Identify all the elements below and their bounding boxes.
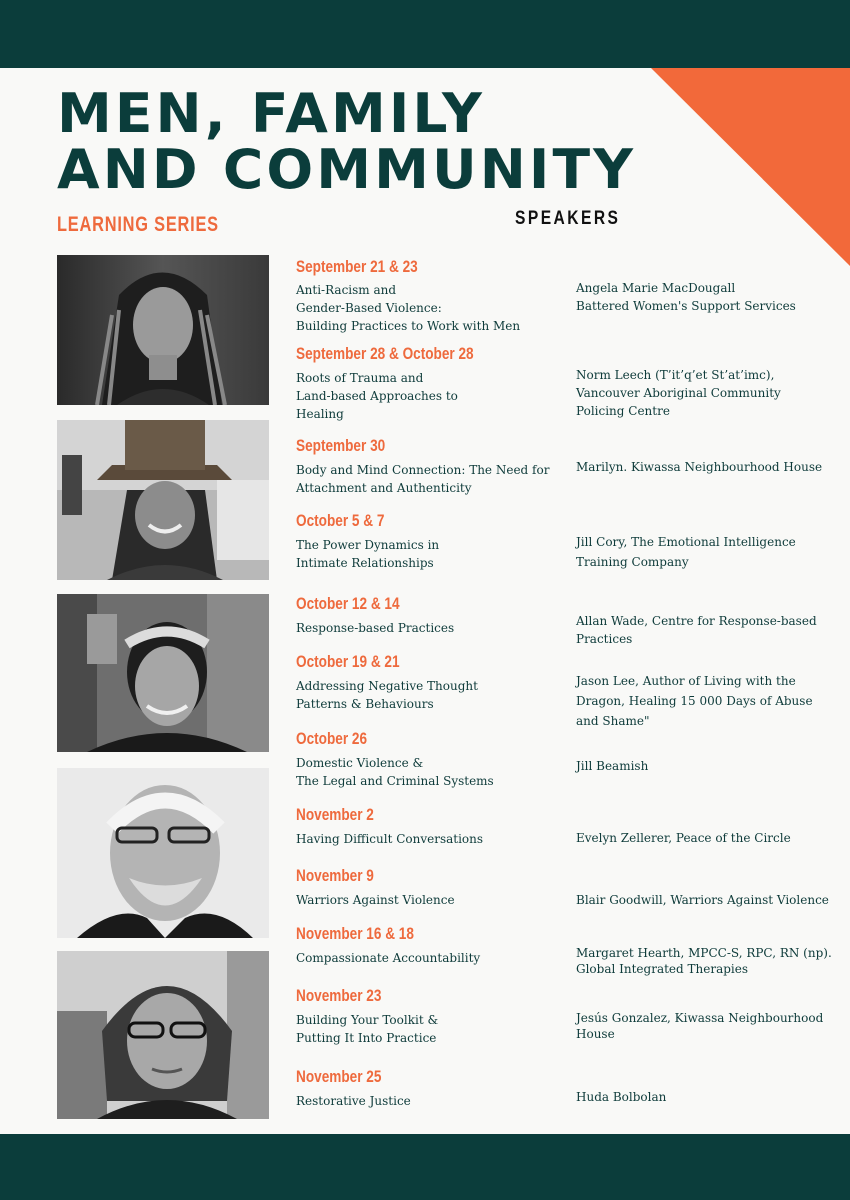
session-speaker: Margaret Hearth, MPCC-S, RPC, RN (np). Global Integrated Therapies bbox=[576, 946, 832, 976]
session-title: Warriors Against Violence bbox=[296, 893, 455, 907]
title-line-2: AND COMMUNITY bbox=[57, 138, 637, 201]
session-date: November 23 bbox=[296, 986, 382, 1005]
session-date: November 16 & 18 bbox=[296, 924, 414, 943]
session-title: Building Your Toolkit & Putting It Into Practice bbox=[296, 1013, 439, 1045]
title-line-1: MEN, FAMILY bbox=[57, 82, 485, 145]
session-date: November 2 bbox=[296, 805, 374, 824]
session-title: Compassionate Accountability bbox=[296, 951, 481, 965]
portrait-man-glasses-on-head-photo bbox=[57, 594, 269, 752]
session-date: September 21 & 23 bbox=[296, 257, 418, 276]
portrait-man-white-beard-photo bbox=[57, 768, 269, 938]
session-date: October 5 & 7 bbox=[296, 511, 385, 530]
session-title: Roots of Trauma and Land-based Approaches to Healing bbox=[296, 371, 458, 421]
series-subtitle: LEARNING SERIES bbox=[57, 213, 219, 236]
session-title: Response-based Practices bbox=[296, 621, 455, 635]
session-date: September 28 & October 28 bbox=[296, 344, 474, 363]
session-title: Having Difficult Conversations bbox=[296, 832, 484, 846]
session-date: November 9 bbox=[296, 866, 374, 885]
bottom-band bbox=[0, 1134, 850, 1200]
session-speaker: Marilyn. Kiwassa Neighbourhood House bbox=[576, 460, 823, 474]
session-speaker: Blair Goodwill, Warriors Against Violence bbox=[576, 893, 829, 907]
orange-corner-triangle bbox=[651, 68, 850, 266]
top-band bbox=[0, 0, 850, 68]
session-speaker: Jason Lee, Author of Living with the Dragon, Healing 15 000 Days of Abuse and Shame" bbox=[576, 674, 813, 728]
session-title: Anti-Racism and Gender-Based Violence: Building Practices to Work with Men bbox=[296, 283, 521, 333]
session-title: Restorative Justice bbox=[296, 1094, 411, 1108]
session-date: September 30 bbox=[296, 436, 386, 455]
portrait-man-woven-hat-photo bbox=[57, 420, 269, 580]
session-date: October 12 & 14 bbox=[296, 594, 400, 613]
session-speaker: Jesús Gonzalez, Kiwassa Neighbourhood House bbox=[576, 1011, 824, 1041]
session-speaker: Jill Cory, The Emotional Intelligence Training Company bbox=[576, 535, 796, 569]
speakers-heading: SPEAKERS bbox=[515, 208, 621, 229]
session-title: Addressing Negative Thought Patterns & Behaviours bbox=[296, 679, 478, 711]
session-title: Domestic Violence & The Legal and Criminal Systems bbox=[296, 756, 494, 788]
session-speaker: Allan Wade, Centre for Response-based Practices bbox=[576, 614, 817, 646]
page-title bbox=[57, 82, 637, 201]
session-speaker: Norm Leech (T’it’q’et St’at’imc), Vancouver Aboriginal Community Policing Centre bbox=[576, 368, 781, 418]
session-title: Body and Mind Connection: The Need for Attachment and Authenticity bbox=[296, 463, 550, 495]
session-date: October 19 & 21 bbox=[296, 652, 400, 671]
session-date: November 25 bbox=[296, 1067, 382, 1086]
portrait-woman-braids-photo bbox=[57, 255, 269, 405]
session-title: The Power Dynamics in Intimate Relationships bbox=[296, 538, 440, 570]
session-date: October 26 bbox=[296, 729, 368, 748]
session-speaker: Jill Beamish bbox=[576, 759, 649, 773]
session-speaker: Angela Marie MacDougall Battered Women's Support Services bbox=[576, 281, 796, 313]
portrait-woman-glasses-photo bbox=[57, 951, 269, 1119]
session-speaker: Huda Bolbolan bbox=[576, 1090, 667, 1104]
session-speaker: Evelyn Zellerer, Peace of the Circle bbox=[576, 831, 791, 845]
